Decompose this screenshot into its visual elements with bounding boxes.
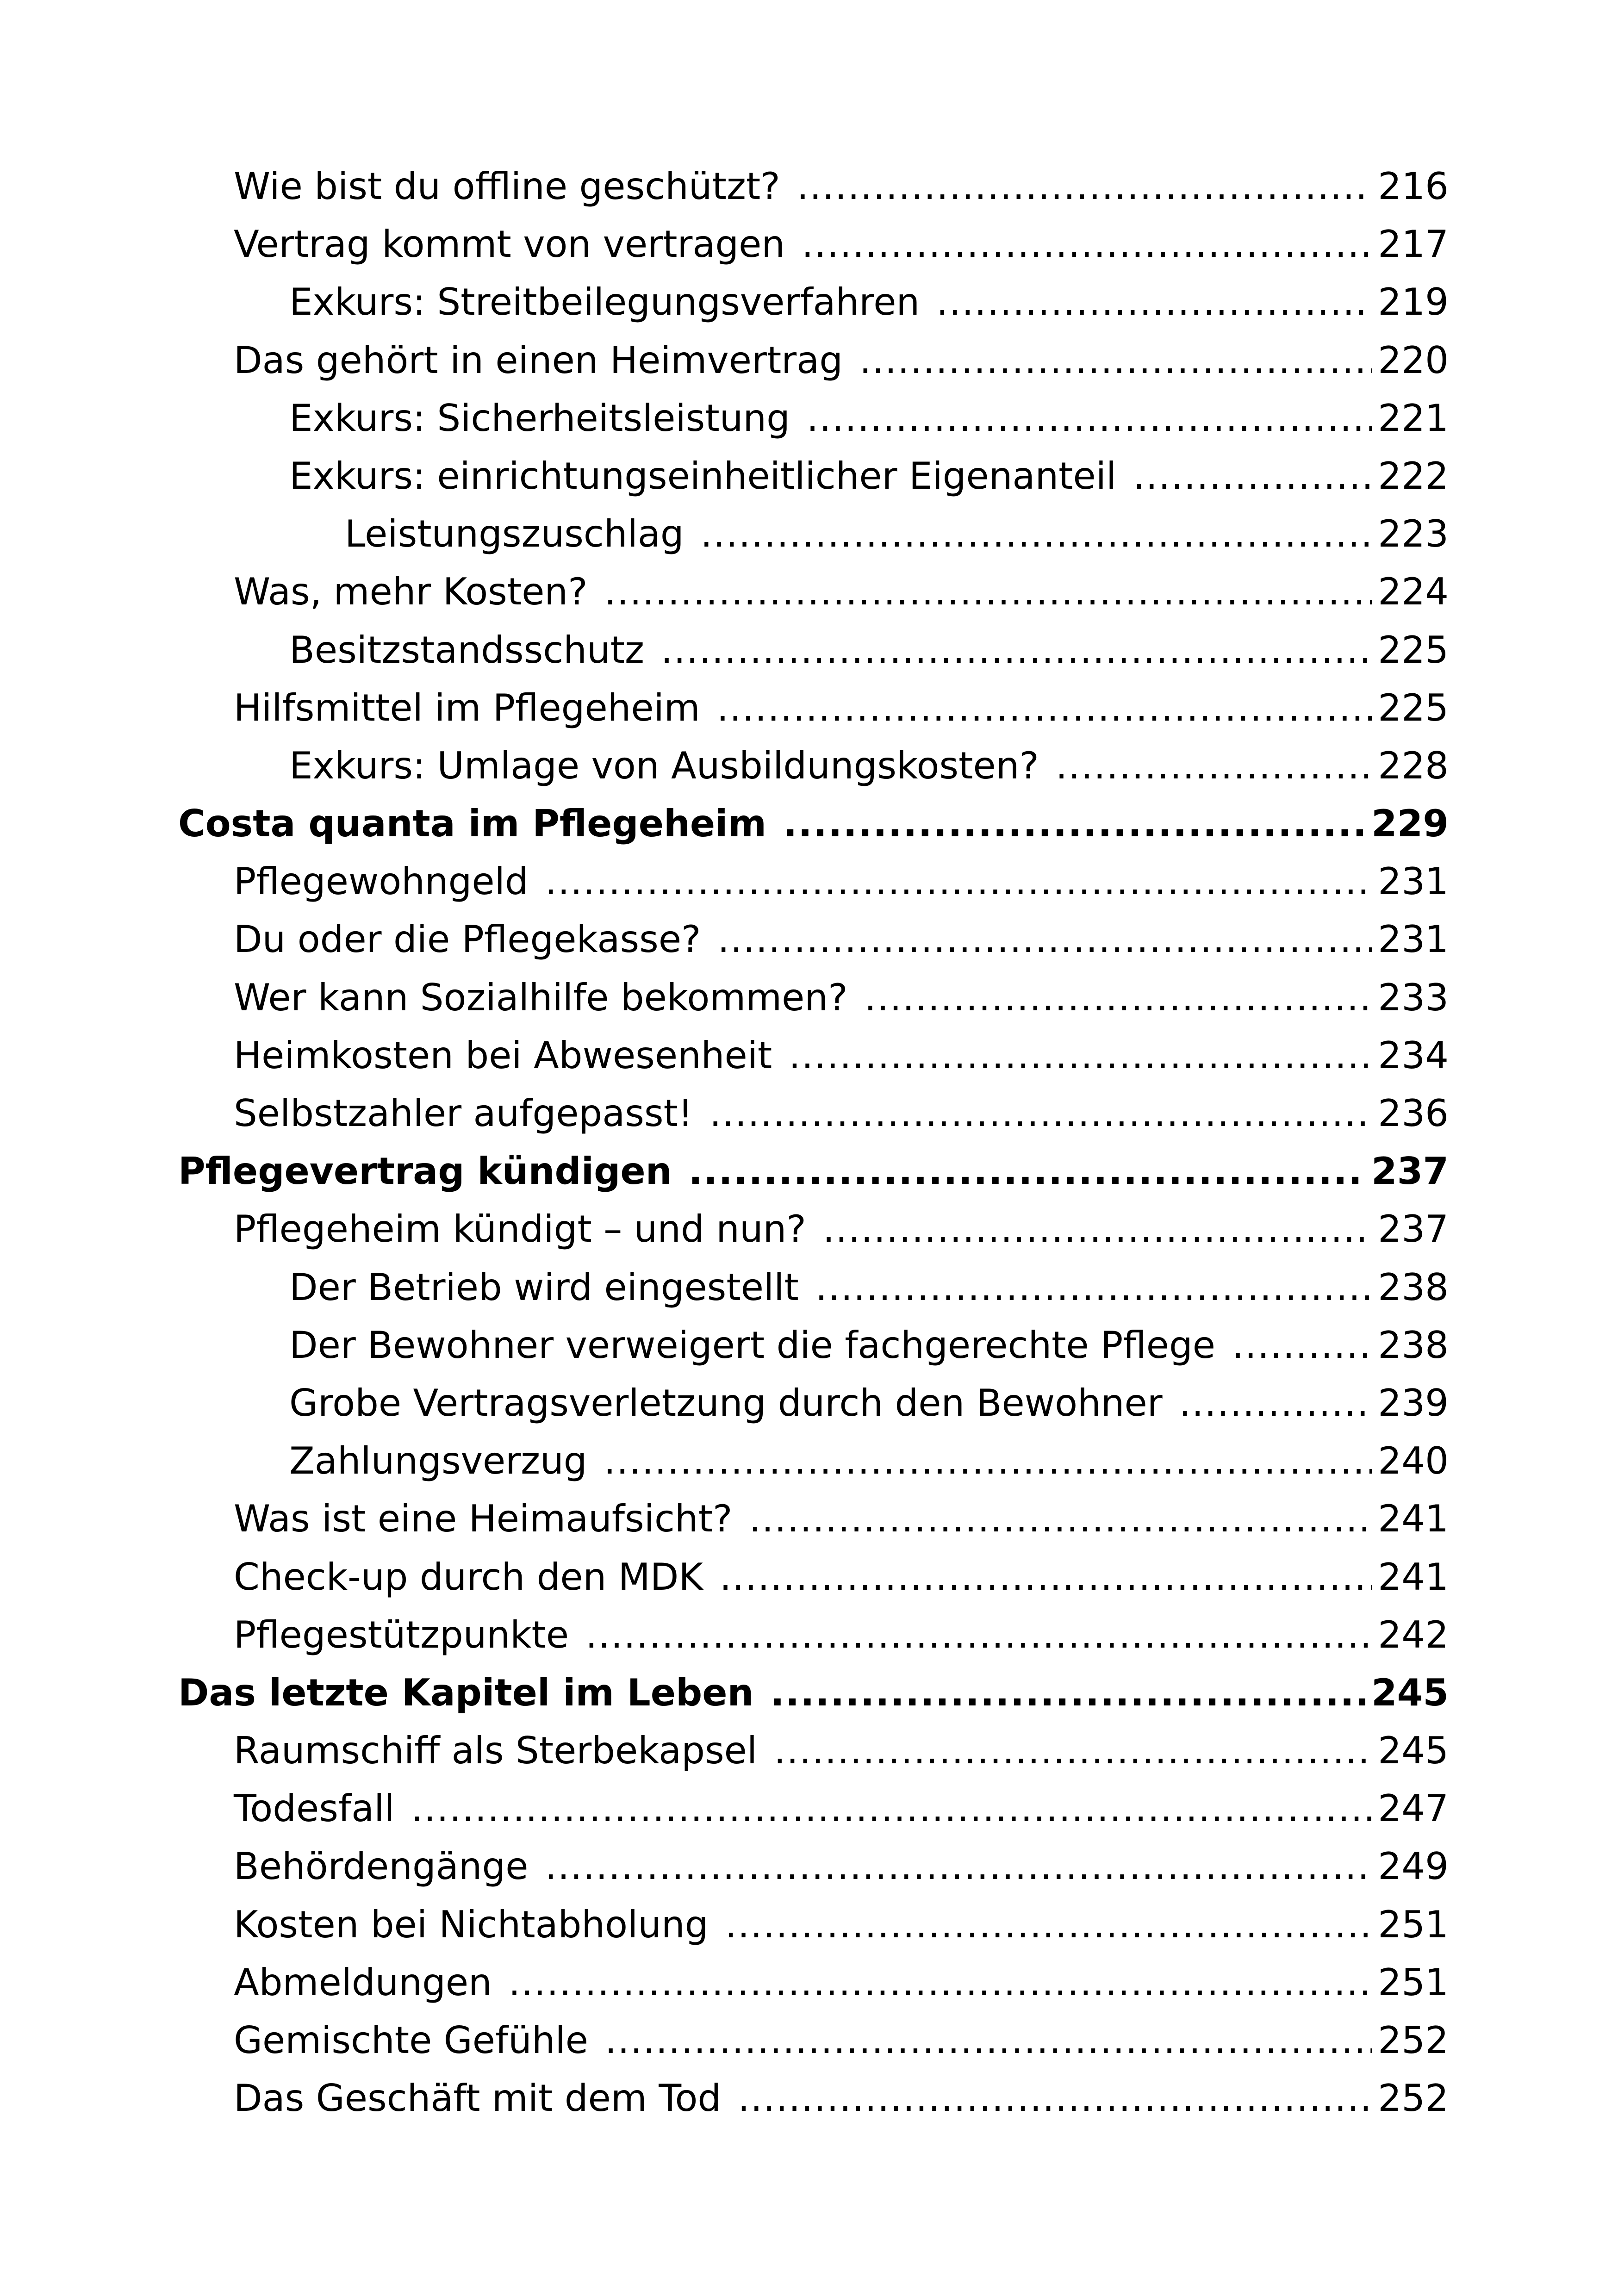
toc-page-number: 241 [1378,1497,1449,1541]
toc-page-number: 217 [1378,223,1449,266]
toc-chapter-entry [178,795,1449,852]
toc-page-number: 242 [1378,1613,1449,1656]
toc-section-entry [178,969,1449,1027]
toc-entry-title: Pflegevertrag kündigen [178,1150,672,1193]
toc-page-number: 225 [1378,628,1449,672]
toc-entry-title: Todesfall [234,1787,395,1830]
toc-entry-title: Gemischte Gefühle [234,2019,588,2062]
toc-dot-leader [749,1490,1372,1548]
toc-entry-title: Costa quanta im Pflegeheim [178,802,766,846]
toc-page-number: 240 [1378,1439,1449,1483]
toc-entry-title: Selbstzahler aufgepasst! [234,1092,693,1135]
toc-dot-leader [815,1258,1373,1316]
toc-page-number: 247 [1378,1787,1449,1830]
toc-entry-title: Hilfsmittel im Pflegeheim [234,686,700,729]
toc-dot-leader [725,1896,1372,1954]
toc-dot-leader [1056,737,1372,795]
toc-entry-title: Raumschiff als Sterbekapsel [234,1729,758,1773]
toc-page-number: 245 [1371,1671,1449,1714]
toc-section-entry [178,1548,1449,1606]
toc-dot-leader [1232,1316,1372,1374]
toc-section-entry [178,2069,1449,2127]
toc-entry-title: Das gehört in einen Heimvertrag [234,338,843,382]
toc-section-entry [178,1027,1449,1084]
toc-dot-leader [738,2069,1372,2127]
toc-entry-title: Pflegewohngeld [234,860,529,903]
toc-section-entry [178,1316,1449,1374]
toc-dot-leader [545,852,1373,910]
toc-entry-title: Zahlungsverzug [289,1439,587,1483]
toc-chapter-entry [178,1664,1449,1722]
toc-section-entry [178,331,1449,389]
toc-entry-title: Exkurs: Streitbeilegungsverfahren [289,280,920,324]
toc-entry-title: Du oder die Pflegekasse? [234,918,701,961]
toc-page-number: 231 [1378,860,1449,903]
toc-dot-leader [802,215,1372,273]
toc-page-number: 236 [1378,1092,1449,1135]
toc-section-entry [178,852,1449,910]
toc-dot-leader [770,1664,1366,1722]
table-of-contents [178,157,1449,2127]
toc-entry-title: Der Bewohner verweigert die fachgerechte Pflege [289,1323,1216,1367]
toc-dot-leader [783,795,1366,852]
toc-dot-leader [1179,1374,1373,1432]
toc-page-number: 223 [1378,512,1449,556]
toc-entry-title: Was, mehr Kosten? [234,570,588,614]
toc-dot-leader [774,1722,1372,1780]
toc-section-entry [178,1606,1449,1664]
toc-dot-leader [545,1837,1372,1895]
toc-page-number: 251 [1378,1903,1449,1946]
toc-dot-leader [717,679,1373,737]
toc-page-number: 245 [1378,1729,1449,1773]
toc-page-number: 231 [1378,918,1449,961]
toc-section-entry [178,1896,1449,1954]
toc-entry-title: Exkurs: einrichtungseinheitlicher Eigenanteil [289,454,1117,498]
toc-entry-title: Das letzte Kapitel im Leben [178,1671,754,1714]
toc-dot-leader [585,1606,1372,1664]
toc-dot-leader [859,331,1372,389]
toc-page-number: 222 [1378,454,1449,498]
toc-section-entry [178,1200,1449,1258]
toc-dot-leader [718,910,1373,968]
toc-section-entry [178,447,1449,505]
toc-entry-title: Grobe Vertragsverletzung durch den Bewohner [289,1381,1163,1425]
toc-page-number: 225 [1378,686,1449,729]
toc-section-entry [178,1780,1449,1837]
toc-entry-title: Leistungszuschlag [345,512,684,556]
toc-dot-leader [604,1432,1373,1490]
toc-entry-title: Der Betrieb wird eingestellt [289,1265,799,1309]
toc-section-entry [178,679,1449,737]
toc-entry-title: Abmeldungen [234,1960,492,2004]
toc-entry-title: Check-up durch den MDK [234,1555,703,1599]
toc-entry-title: Besitzstandsschutz [289,628,645,672]
toc-page-number: 221 [1378,396,1449,440]
toc-page-number: 219 [1378,280,1449,324]
toc-page-number: 251 [1378,1960,1449,2004]
toc-dot-leader [823,1200,1372,1258]
toc-entry-title: Wie bist du offline geschützt? [234,165,780,208]
toc-section-entry [178,1954,1449,2011]
toc-chapter-entry [178,1142,1449,1200]
toc-page-number: 238 [1378,1323,1449,1367]
toc-dot-leader [1133,447,1372,505]
toc-page-number: 228 [1378,744,1449,787]
toc-section-entry [178,1084,1449,1142]
toc-dot-leader [689,1142,1366,1200]
toc-page-number: 234 [1378,1033,1449,1077]
toc-section-entry [178,2011,1449,2069]
toc-dot-leader [797,157,1373,215]
toc-entry-title: Vertrag kommt von vertragen [234,223,785,266]
toc-entry-title: Exkurs: Umlage von Ausbildungskosten? [289,744,1039,787]
toc-entry-title: Exkurs: Sicherheitsleistung [289,396,790,440]
toc-page-number: 233 [1378,976,1449,1019]
toc-entry-title: Heimkosten bei Abwesenheit [234,1033,772,1077]
toc-entry-title: Behördengänge [234,1845,529,1888]
toc-dot-leader [509,1954,1373,2011]
toc-dot-leader [720,1548,1372,1606]
toc-page-number: 252 [1378,2019,1449,2062]
toc-entry-title: Wer kann Sozialhilfe bekommen? [234,976,848,1019]
toc-page-number: 249 [1378,1845,1449,1888]
toc-section-entry [178,737,1449,795]
toc-section-entry [178,1432,1449,1490]
toc-page-number: 224 [1378,570,1449,614]
toc-page-number: 237 [1371,1150,1449,1193]
toc-entry-title: Das Geschäft mit dem Tod [234,2077,722,2120]
toc-entry-title: Was ist eine Heimaufsicht? [234,1497,733,1541]
toc-section-entry [178,563,1449,621]
toc-dot-leader [605,2011,1372,2069]
toc-page-number: 237 [1378,1207,1449,1251]
toc-section-entry [178,910,1449,968]
toc-entry-title: Pflegestützpunkte [234,1613,569,1656]
toc-page-number: 220 [1378,338,1449,382]
toc-page-number: 239 [1378,1381,1449,1425]
toc-dot-leader [709,1084,1372,1142]
toc-section-entry [178,157,1449,215]
toc-section-entry [178,389,1449,447]
toc-section-entry [178,1374,1449,1432]
toc-dot-leader [701,505,1373,563]
toc-section-entry [178,273,1449,331]
toc-page-number: 241 [1378,1555,1449,1599]
toc-dot-leader [789,1027,1372,1084]
toc-section-entry [178,621,1449,679]
toc-dot-leader [411,1780,1373,1837]
toc-dot-leader [661,621,1372,679]
toc-dot-leader [604,563,1373,621]
toc-page-number: 238 [1378,1265,1449,1309]
toc-dot-leader [807,389,1372,447]
toc-section-entry [178,1837,1449,1895]
toc-page-number: 252 [1378,2077,1449,2120]
toc-entry-title: Pflegeheim kündigt – und nun? [234,1207,806,1251]
toc-dot-leader [865,969,1373,1027]
toc-page-number: 216 [1378,165,1449,208]
toc-page-number: 229 [1371,802,1449,846]
toc-section-entry [178,1722,1449,1780]
toc-entry-title: Kosten bei Nichtabholung [234,1903,709,1946]
toc-section-entry [178,215,1449,273]
toc-section-entry [178,1490,1449,1548]
toc-section-entry [178,1258,1449,1316]
toc-dot-leader [936,273,1372,331]
toc-section-entry [178,505,1449,563]
